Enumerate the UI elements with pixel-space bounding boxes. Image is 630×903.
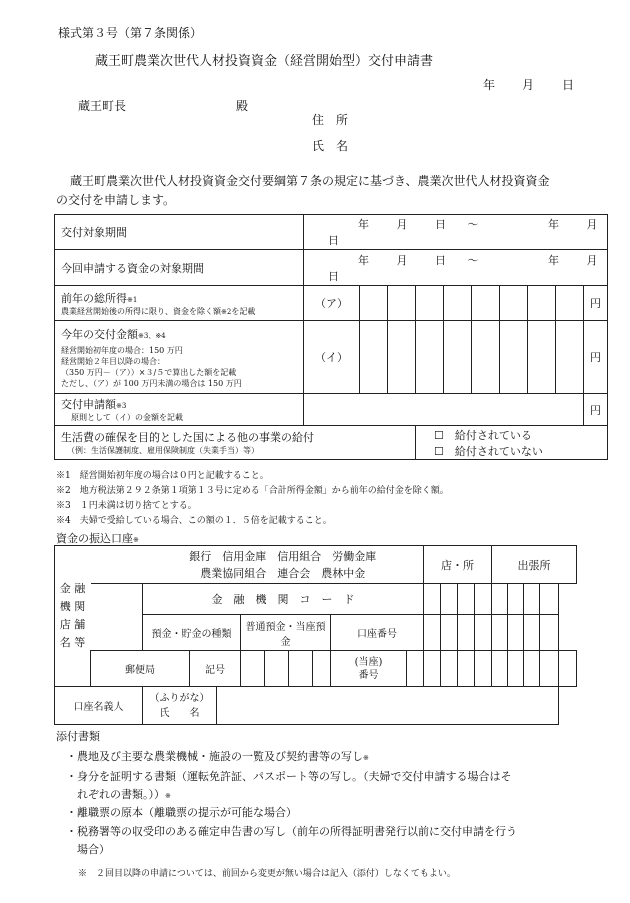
benefit-label: 生活費の確保を目的とした国による他の事業の給付	[61, 431, 314, 444]
symbol-label: 記号	[190, 651, 241, 687]
acct-digit-7[interactable]	[524, 615, 540, 651]
amount-sub-2: 経営開始２年目以降の場合：	[61, 356, 165, 366]
income-sub: 農業経営開始後の所得に限り、資金を除く額	[61, 306, 221, 316]
benefit-options	[416, 426, 608, 460]
acct-digit-4[interactable]	[475, 615, 492, 651]
apply-row	[55, 394, 608, 426]
num-digit-10[interactable]	[559, 651, 577, 687]
acct-digit-6[interactable]	[508, 615, 524, 651]
body-text-line2: の交付を申請します。	[56, 193, 176, 207]
period-d1: 日	[435, 218, 446, 231]
acct-digit-8[interactable]	[540, 615, 559, 651]
code-digit-4[interactable]	[475, 584, 492, 615]
income-digit-7[interactable]	[528, 286, 556, 321]
holder-name-input[interactable]	[217, 687, 559, 725]
attachment-item-4: ・税務署等の収受印のある確定申告書の写し（前年の所得証明書発行以前に交付申請を行う	[66, 825, 517, 838]
form-number: 様式第３号（第７条関係）	[58, 26, 203, 40]
period-input[interactable]	[304, 215, 608, 250]
amount-digit-5[interactable]	[472, 321, 500, 394]
cur-y1: 年	[358, 253, 369, 267]
income-digit-8[interactable]	[556, 286, 584, 321]
income-digit-4[interactable]	[444, 286, 472, 321]
bank-left-label: 金 融 機 関 店 舗 名 等	[55, 546, 91, 687]
amount-digit-1[interactable]	[360, 321, 388, 394]
deposit-type-label: 預金・貯金の種類	[143, 615, 241, 651]
amount-label-cell	[55, 321, 304, 394]
sym-digit-3[interactable]	[289, 651, 313, 687]
bank-types-line1: 銀行 信用金庫 信用組合 労働金庫	[189, 549, 377, 563]
income-digit-6[interactable]	[500, 286, 528, 321]
cur-tilde: 〜	[467, 253, 479, 267]
code-digit-3[interactable]	[458, 584, 475, 615]
current-period-label: 今回申請する資金の対象期間	[55, 250, 304, 286]
post-office-label: 郵便局	[91, 651, 190, 687]
period-m2: 月	[586, 218, 598, 231]
current-period-input[interactable]	[304, 250, 608, 286]
attachment-item-2: ・身分を証明する書類（運転免許証、パスポート等の写し。（夫婦で交付申請する場合はそ	[66, 770, 512, 783]
code-digit-1[interactable]	[424, 584, 441, 615]
period-label: 交付対象期間	[55, 215, 304, 250]
sym-digit-1[interactable]	[241, 651, 265, 687]
income-sub-mark: ※2	[221, 307, 232, 316]
num-digit-5[interactable]	[475, 651, 492, 687]
code-digit-5[interactable]	[492, 584, 508, 615]
amount-sub-3: （350 万円－（ア））×３/５で算出した額を記載	[61, 367, 237, 377]
income-code: （ア）	[304, 286, 360, 321]
code-digit-7[interactable]	[524, 584, 540, 615]
code-digit-6[interactable]	[508, 584, 524, 615]
income-yen: 円	[584, 286, 608, 321]
income-label: 前年の総所得	[61, 291, 127, 305]
attachment-item-1: ・農地及び主要な農業機械・施設の一覧及び契約書等の写し※	[66, 750, 369, 763]
bank-types-line2: 農業協同組合 連合会 農林中金	[200, 566, 366, 580]
note-4: ※4 夫婦で受給している場合、この額の１．５倍を記載すること。	[56, 516, 332, 526]
attachments-footnote: ※ ２回目以降の申請については、前回から変更が無い場合は記入（添付）しなくてもよい。	[78, 869, 456, 879]
sym-digit-4[interactable]	[313, 651, 331, 687]
application-table	[54, 214, 608, 460]
current-period-row	[55, 250, 608, 286]
num-digit-4[interactable]	[458, 651, 475, 687]
income-digit-1[interactable]	[360, 286, 388, 321]
attachment-item-3: ・離職票の原本（離職票の提示が可能な場合）	[66, 806, 297, 819]
income-digit-3[interactable]	[416, 286, 444, 321]
cur-m2: 月	[586, 253, 598, 267]
holder-name-label: （ふりがな） 氏 名	[143, 687, 217, 725]
attachment-item-2b: れぞれの書類。））※	[66, 788, 171, 801]
bank-types[interactable]	[143, 546, 424, 584]
cur-d1: 日	[435, 253, 446, 267]
amount-row	[55, 321, 608, 394]
touza-number-label: (当座) 番号	[331, 651, 407, 687]
name-label: 氏 名	[312, 139, 349, 153]
amount-digit-8[interactable]	[556, 321, 584, 394]
bank-section-title: 資金の振込口座※	[56, 532, 139, 545]
apply-label: 交付申請額	[61, 398, 116, 411]
code-digit-2[interactable]	[441, 584, 458, 615]
note-3: ※3 １円未満は切り捨てとする。	[56, 501, 197, 511]
income-sub-tail: を記載	[231, 306, 256, 316]
amount-digit-4[interactable]	[444, 321, 472, 394]
honorific: 殿	[236, 99, 249, 113]
apply-yen: 円	[584, 394, 608, 426]
num-digit-9[interactable]	[540, 651, 559, 687]
bank-sub-branch[interactable]: 出張所	[492, 546, 577, 584]
apply-input[interactable]	[304, 394, 584, 426]
num-digit-8[interactable]	[524, 651, 540, 687]
period-y1: 年	[358, 218, 369, 231]
benefit-label-cell	[55, 426, 416, 460]
cur-d2: 日	[328, 269, 339, 283]
amount-sub-1: 経営開始初年度の場合：150 万円	[61, 345, 183, 355]
page-title: 蔵王町農業次世代人材投資資金（経営開始型）交付申請書	[95, 54, 434, 69]
cur-y2: 年	[548, 253, 559, 267]
attachment-item-4b: 場合）	[66, 843, 110, 856]
bank-blank-3	[91, 615, 143, 651]
date-day: 日	[562, 78, 575, 92]
bank-branch[interactable]: 店・所	[424, 546, 492, 584]
amount-digit-7[interactable]	[528, 321, 556, 394]
amount-code: （イ）	[304, 321, 360, 394]
period-tilde: 〜	[467, 218, 479, 231]
bank-blank	[91, 546, 143, 584]
body-text-line1: 蔵王町農業次世代人材投資資金交付要綱第７条の規定に基づき、農業次世代人材投資資金	[70, 174, 550, 188]
num-digit-6[interactable]	[492, 651, 508, 687]
num-digit-3[interactable]	[441, 651, 458, 687]
cur-m1: 月	[396, 253, 408, 267]
bank-blank-2	[91, 584, 143, 615]
benefit-checkbox-not-received[interactable]: ☐ 給付されていない	[434, 444, 543, 458]
apply-label-cell	[55, 394, 304, 426]
period-d2: 日	[328, 234, 339, 247]
num-digit-2[interactable]	[424, 651, 441, 687]
sym-digit-2[interactable]	[265, 651, 289, 687]
benefit-sub: （例：生活保護制度、雇用保険制度（失業手当）等）	[67, 446, 259, 455]
note-1: ※1 経営開始初年度の場合は０円と記載すること。	[56, 471, 269, 481]
date-month: 月	[522, 78, 535, 92]
note-2: ※2 地方税法第２９２条第１項第１３号に定める「合計所得金額」から前年の給付金を除く額。	[56, 486, 449, 496]
income-row	[55, 286, 608, 321]
amount-digit-3[interactable]	[416, 321, 444, 394]
date-year: 年	[483, 78, 496, 92]
code-digit-8[interactable]	[540, 584, 559, 615]
acct-digit-1[interactable]	[424, 615, 441, 651]
period-row	[55, 215, 608, 250]
deposit-kind[interactable]: 普通預金・当座預金	[241, 615, 331, 651]
income-digit-2[interactable]	[388, 286, 416, 321]
amount-label: 今年の交付金額	[61, 327, 138, 341]
bank-table	[54, 545, 577, 725]
income-note-mark: ※1	[127, 295, 138, 304]
amount-digit-6[interactable]	[500, 321, 528, 394]
amount-digit-2[interactable]	[388, 321, 416, 394]
benefit-checkbox-received[interactable]: ☐ 給付されている	[434, 428, 532, 442]
bank-section-mark: ※	[133, 536, 139, 544]
address-label: 住 所	[312, 113, 349, 127]
income-label-cell	[55, 286, 304, 321]
account-no-label: 口座番号	[331, 615, 424, 651]
apply-note-mark: ※3	[116, 402, 127, 410]
num-digit-1[interactable]	[407, 651, 424, 687]
acct-digit-5[interactable]	[492, 615, 508, 651]
acct-digit-2[interactable]	[441, 615, 458, 651]
acct-digit-3[interactable]	[458, 615, 475, 651]
period-m1: 月	[396, 218, 408, 231]
addressee: 蔵王町長	[78, 99, 127, 113]
attachments-title: 添付書類	[56, 730, 100, 743]
apply-sub: 原則として（イ）の金額を記載	[71, 413, 183, 422]
bank-code-label: 金 融 機 関 コ ー ド	[143, 584, 424, 615]
amount-sub-4: ただし、（ア）が 100 万円未満の場合は 150 万円	[61, 378, 242, 388]
period-y2: 年	[548, 218, 559, 231]
amount-yen: 円	[584, 321, 608, 394]
holder-label: 口座名義人	[55, 687, 143, 725]
benefit-row	[55, 426, 608, 460]
income-digit-5[interactable]	[472, 286, 500, 321]
amount-note-mark: ※3、※4	[138, 331, 166, 340]
num-digit-7[interactable]	[508, 651, 524, 687]
